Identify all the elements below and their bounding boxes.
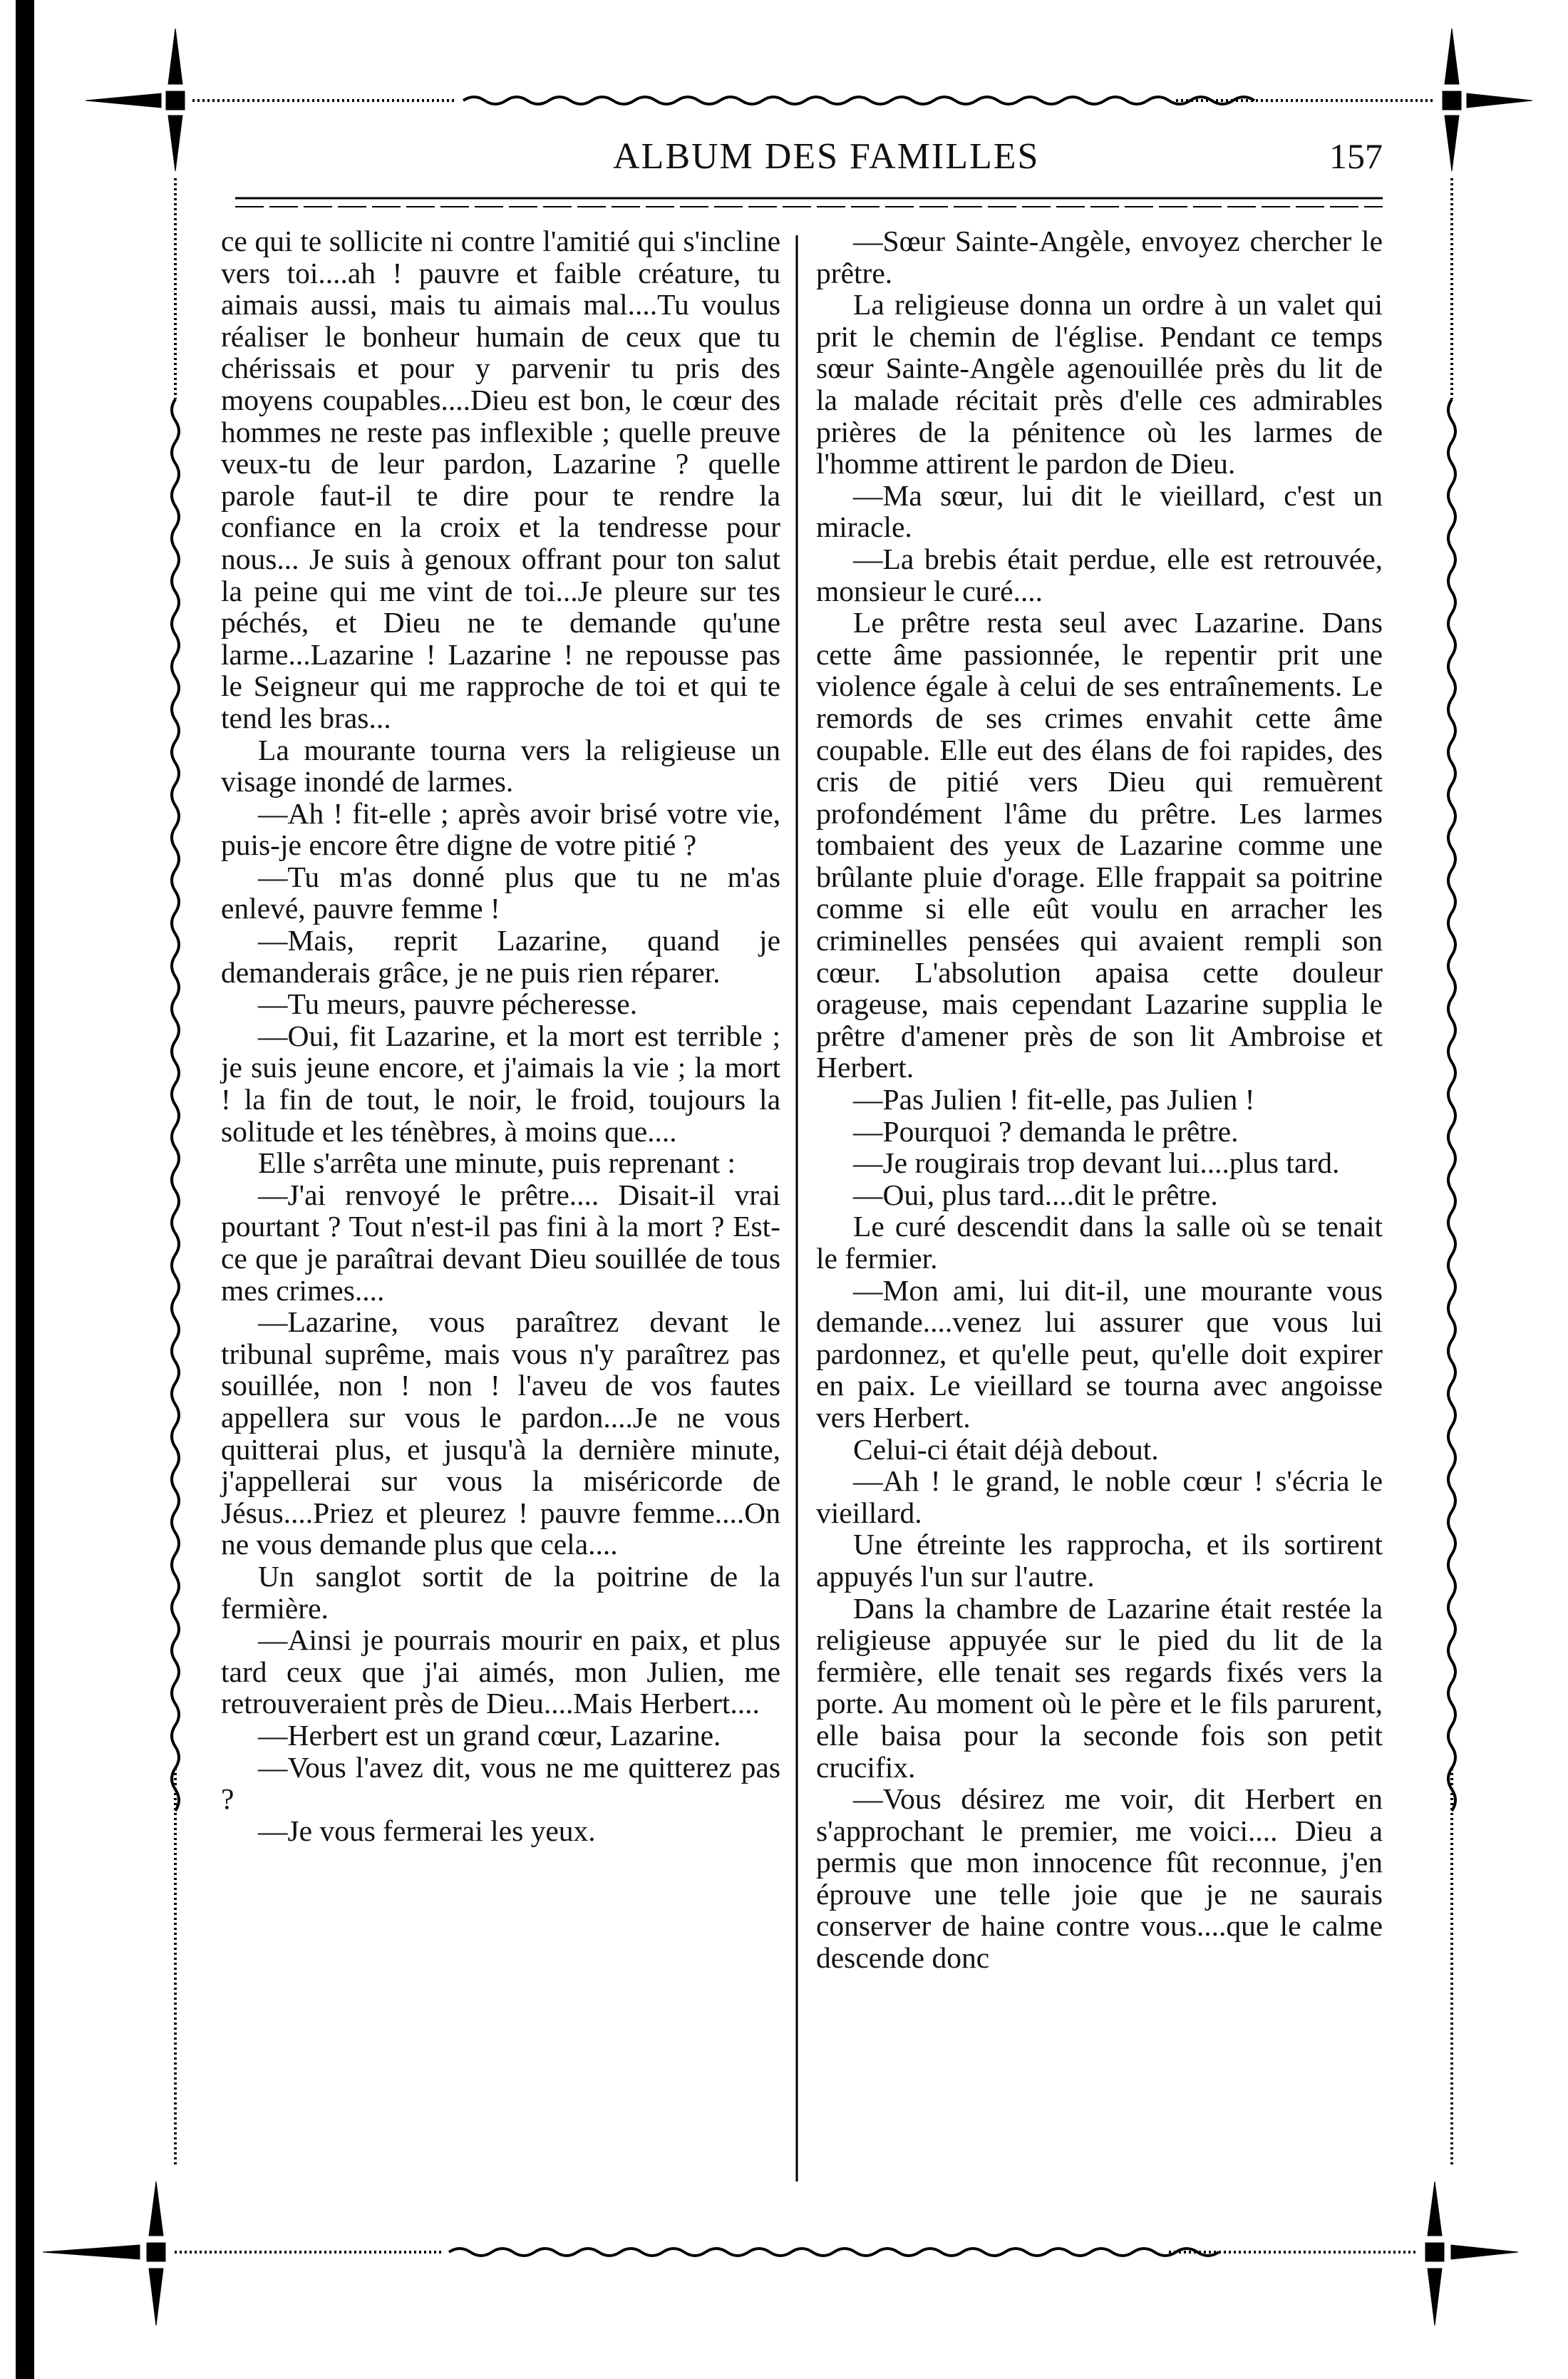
paragraph: Un sanglot sortit de la poitrine de la fermière. [221, 1559, 780, 1625]
corner-ornament-bottom-left [147, 2243, 165, 2261]
paragraph: —Pas Julien ! fit-elle, pas Julien ! [853, 1083, 1255, 1116]
paragraph: —Herbert est un grand cœur, Lazarine. [258, 1718, 721, 1752]
right-text-column [816, 225, 1383, 1974]
paragraph: —Vous l'avez dit, vous ne me quitterez pas ? [221, 1750, 780, 1816]
paragraph: —La brebis était perdue, elle est retrouvée, monsieur le curé.... [816, 542, 1383, 607]
paragraph: —Tu meurs, pauvre pécheresse. [258, 987, 638, 1021]
paragraph: —Vous désirez me voir, dit Herbert en s'approchant le premier, me voici.... Dieu a permis que mon innocence fût reconnue, j'en éprouve une telle joie que je ne saurais conserver de haine contre vous....que le calme descende donc [816, 1782, 1383, 1975]
paragraph: —Oui, fit Lazarine, et la mort est terrible ; je suis jeune encore, et j'aimais la vie ; la mort ! la fin de tout, le noir, le froid, toujours la solitude et les ténèbres, à moins que.... [221, 1019, 780, 1148]
paragraph: —Sœur Sainte-Angèle, envoyez chercher le prêtre. [816, 225, 1383, 289]
paragraph: Le curé descendit dans la salle où se tenait le fermier. [816, 1210, 1383, 1275]
paragraph: —Oui, plus tard....dit le prêtre. [853, 1178, 1218, 1211]
paragraph: —Lazarine, vous paraîtrez devant le tribunal suprême, mais vous n'y paraîtrez pas souillée, non ! non ! l'aveu de vos fautes appellera sur vous le pardon....Je ne vous quitterai plus, et jusqu'à la dernière minute, j'appellerai sur vous la miséricorde de Jésus....Priez et pleurez ! pauvre femme....On ne vous demande plus que cela.... [221, 1305, 780, 1561]
paragraph: Celui-ci était déjà debout. [853, 1432, 1159, 1466]
paragraph: —Je vous fermerai les yeux. [258, 1814, 596, 1847]
paragraph: —J'ai renvoyé le prêtre.... Disait-il vrai pourtant ? Tout n'est-il pas fini à la mort ? Est-ce que je paraîtrai devant Dieu souillée de tous mes crimes.... [221, 1178, 780, 1307]
paragraph: Une étreinte les rapprocha, et ils sortirent appuyés l'un sur l'autre. [816, 1528, 1383, 1593]
paragraph: —Mais, reprit Lazarine, quand je demanderais grâce, je ne puis rien réparer. [221, 924, 780, 989]
paragraph: Dans la chambre de Lazarine était restée la religieuse appuyée sur le pied du lit de la fermière, elle tenait ses regards fixés vers la porte. Au moment où le père et le fils parurent, elle baisa pour la seconde fois son petit crucifix. [816, 1591, 1383, 1784]
paragraph: —Ah ! fit-elle ; après avoir brisé votre vie, puis-je encore être digne de votre pitié ? [221, 796, 780, 862]
paragraph: La mourante tourna vers la religieuse un visage inondé de larmes. [221, 733, 780, 798]
paragraph: —Ainsi je pourrais mourir en paix, et plus tard ceux que j'ai aimés, mon Julien, me retrouveraient près de Dieu....Mais Herbert.... [221, 1623, 780, 1720]
paragraph: Elle s'arrêta une minute, puis reprenant : [258, 1146, 736, 1180]
corner-ornament-bottom-right [1425, 2243, 1444, 2261]
left-text-column [221, 225, 780, 1846]
page-number: 157 [1329, 136, 1383, 176]
paragraph: —Ah ! le grand, le noble cœur ! s'écria le vieillard. [816, 1464, 1383, 1529]
publication-title: ALBUM DES FAMILLES [613, 136, 1040, 177]
corner-ornament-top-left [166, 91, 185, 110]
running-header [214, 131, 1425, 188]
paragraph: Le prêtre resta seul avec Lazarine. Dans cette âme passionnée, le repentir prit une violence égale à celui de ses entraînements. Le remords de ses crimes envahit cette âme coupable. Elle eut des élans de foi rapides, des cris de pitié vers Dieu qui remuèrent profondément l'âme du prêtre. Les larmes tombaient des yeux de Lazarine comme une brûlante pluie d'orage. Elle frappait sa poitrine comme si elle eût voulu en arracher les criminelles pensées qui avaient rempli son cœur. L'absolution apaisa cette douleur orageuse, mais cependant Lazarine supplia le prêtre d'amener près de son lit Ambroise et Herbert. [816, 606, 1383, 1084]
paragraph: —Ma sœur, lui dit le vieillard, c'est un miracle. [816, 478, 1383, 544]
paragraph: —Je rougirais trop devant lui....plus tard. [853, 1146, 1340, 1180]
paragraph: La religieuse donna un ordre à un valet qui prit le chemin de l'église. Pendant ce temps sœur Sainte-Angèle agenouillée près du lit de la malade récitait près d'elle ces admirables prières de la pénitence où les larmes de l'homme attirent le pardon de Dieu. [816, 288, 1383, 481]
paragraph: ce qui te sollicite ni contre l'amitié qui s'incline vers toi....ah ! pauvre et faible créature, tu aimais aussi, mais tu aimais mal....Tu voulus réaliser le bonheur humain de ceux que tu chérissais et pour y parvenir tu pris des moyens coupables....Dieu est bon, le cœur des hommes ne reste pas inflexible ; quelle preuve veux-tu de leur pardon, Lazarine ? quelle parole faut-il te dire pour te rendre la confiance en la croix et la tendresse pour nous... Je suis à genoux offrant pour ton salut la peine qui me vint de toi...Je pleure sur tes péchés, et Dieu ne te demande qu'une larme...Lazarine ! Lazarine ! ne repousse pas le Seigneur qui me rapproche de toi et qui te tend les bras... [221, 225, 780, 734]
corner-ornament-top-right [1443, 91, 1461, 110]
paragraph: —Tu m'as donné plus que tu ne m'as enlevé, pauvre femme ! [221, 860, 780, 925]
paragraph: —Mon ami, lui dit-il, une mourante vous demande....venez lui assurer que vous lui pardonnez, et qu'elle peut, qu'elle doit expirer en paix. Le vieillard se tourna avec angoisse vers Herbert. [816, 1273, 1383, 1434]
paragraph: —Pourquoi ? demanda le prêtre. [853, 1114, 1239, 1148]
